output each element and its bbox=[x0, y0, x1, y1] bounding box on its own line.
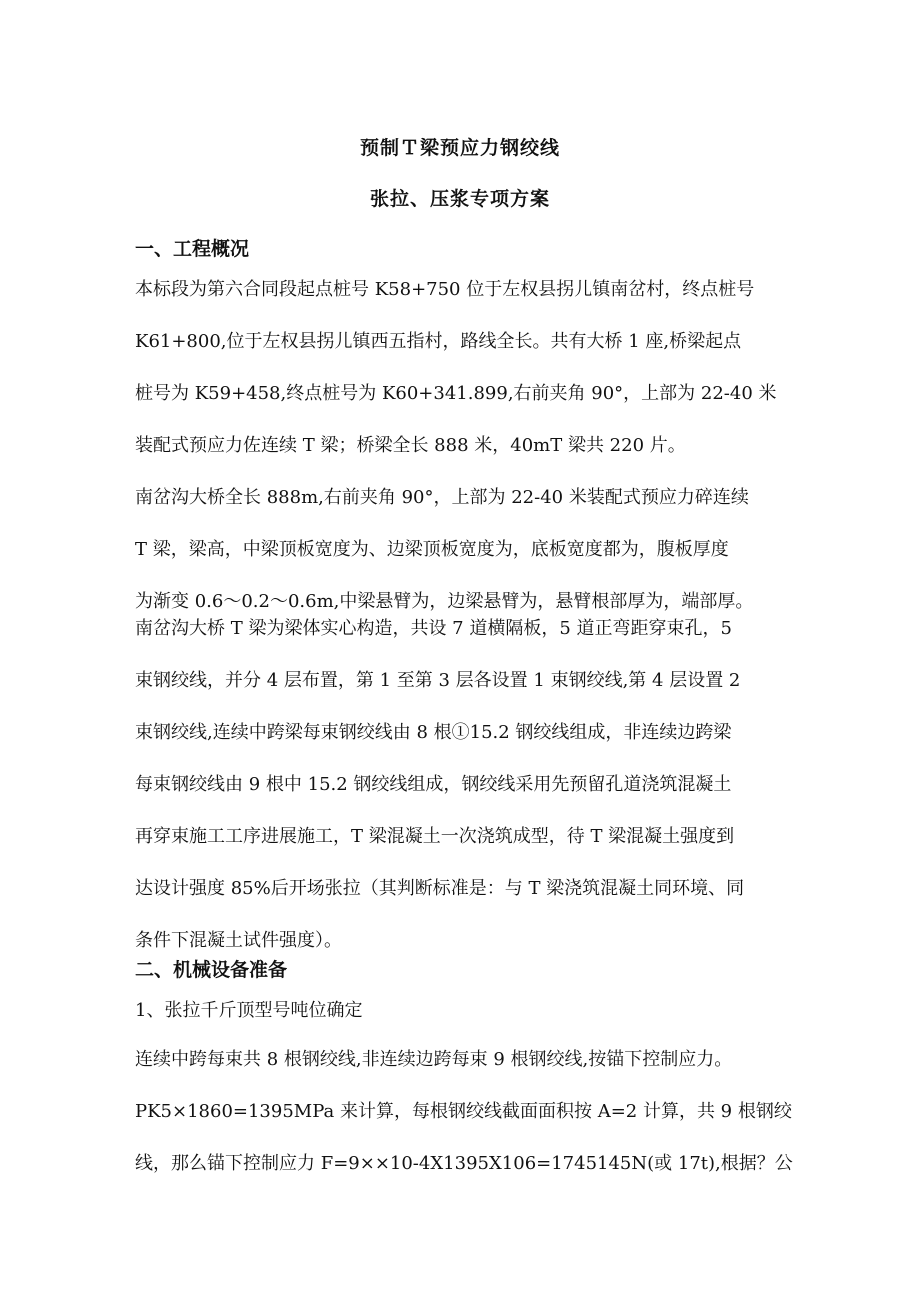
text-line: 条件下混凝土试件强度）。 bbox=[135, 930, 342, 951]
document-title-line-2: 张拉、压浆专项方案 bbox=[369, 188, 550, 210]
text-line: 为渐变 0.6～0.2～0.6m,中梁悬臂为，边梁悬臂为，悬臂根部厚为，端部厚。 bbox=[135, 591, 754, 612]
text-line: PK5×1860=1395MPa 来计算，每根钢绞线截面面积按 A=2 计算，共 9 根钢绞 bbox=[135, 1101, 792, 1122]
text-line: 达设计强度 85%后开场张拉（其判断标准是：与 T 梁浇筑混凝土同环境、同 bbox=[135, 878, 745, 899]
text-line: 束钢绞线，并分 4 层布置，第 1 至第 3 层各设置 1 束钢绞线,第 4 层设置 2 bbox=[135, 670, 741, 691]
text-line: K61+800,位于左权县拐儿镇西五指村，路线全长。共有大桥 1 座,桥梁起点 bbox=[135, 331, 742, 352]
text-line: 每束钢绞线由 9 根中 15.2 钢绞线组成，钢绞线采用先预留孔道浇筑混凝土 bbox=[135, 774, 732, 795]
overview-paragraph-3 bbox=[135, 603, 795, 967]
text-line: T 梁，梁高，中梁顶板宽度为、边梁顶板宽度为，底板宽度都为，腹板厚度 bbox=[135, 539, 729, 560]
text-line: 南岔沟大桥全长 888m,右前夹角 90°，上部为 22-40 米装配式预应力碎连续 bbox=[135, 487, 749, 508]
text-line: 线，那么锚下控制应力 F=9××10-4X1395X106=1745145N(或 17t),根据？公 bbox=[135, 1153, 793, 1174]
text-line: 1、张拉千斤顶型号吨位确定 bbox=[135, 1000, 363, 1021]
equipment-paragraph-1 bbox=[135, 1034, 795, 1190]
equipment-subheading bbox=[135, 985, 795, 1037]
text-line: 连续中跨每束共 8 根钢绞线,非连续边跨每束 9 根钢绞线,按锚下控制应力。 bbox=[135, 1049, 733, 1070]
text-line: 南岔沟大桥 T 梁为梁体实心构造，共设 7 道横隔板，5 道正弯距穿束孔，5 bbox=[135, 618, 732, 639]
text-line: 束钢绞线,连续中跨梁每束钢绞线由 8 根①15.2 钢绞线组成，非连续边跨梁 bbox=[135, 722, 732, 743]
document-title-line-1: 预制Ｔ梁预应力钢绞线 bbox=[359, 137, 560, 159]
text-line: 桩号为 K59+458,终点桩号为 K60+341.899,右前夹角 90°，上部为 22-40 米 bbox=[135, 383, 777, 404]
section-heading-overview: 一、工程概况 bbox=[135, 238, 250, 260]
text-line: 本标段为第六合同段起点桩号 K58+750 位于左权县拐儿镇南岔村，终点桩号 bbox=[135, 279, 755, 300]
section-heading-equipment: 二、机械设备准备 bbox=[135, 959, 288, 981]
text-line: 装配式预应力佐连续 T 梁；桥梁全长 888 米，40mT 梁共 220 片。 bbox=[135, 435, 686, 456]
overview-paragraph-1 bbox=[135, 264, 795, 472]
text-line: 再穿束施工工序进展施工，T 梁混凝土一次浇筑成型，待 T 梁混凝土强度到 bbox=[135, 826, 735, 847]
